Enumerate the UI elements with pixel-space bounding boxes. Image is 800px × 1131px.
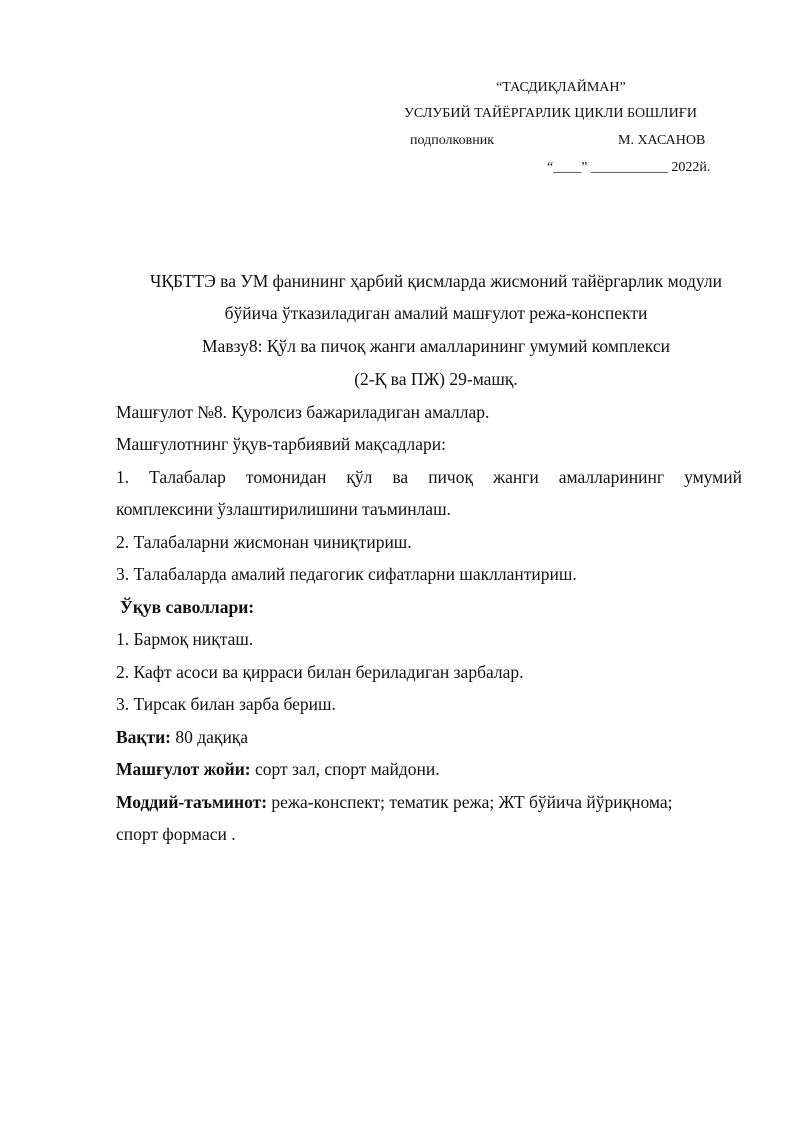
approval-block [0, 0, 800, 200]
time-value: 80 дақиқа [171, 727, 249, 747]
goal-2: 2. Талабаларни жисмонан чиниқтириш. [116, 532, 412, 552]
plan-exercise: (2-Қ ва ПЖ) 29-машқ. [354, 369, 518, 389]
goal-1-line-2: комплексини ўзлаштирилишини таъминлаш. [116, 499, 451, 519]
question-1: 1. Бармоқ ниқташ. [116, 629, 254, 649]
materials-line-2: спорт формаси . [116, 824, 236, 844]
approver-name: М. ХАСАНОВ [618, 133, 706, 148]
plan-topic: Мавзу8: Қўл ва пичоқ жанги амалларининг умумий комплекси [202, 336, 670, 356]
time-label: Вақти: [116, 727, 172, 747]
place-line [116, 759, 440, 780]
questions-heading: Ўқув саволлари: [120, 597, 255, 617]
place-label: Машғулот жойи: [116, 759, 251, 779]
goals-heading: Машғулотнинг ўқув-тарбиявий мақсадлари: [116, 434, 447, 454]
question-2: 2. Кафт асоси ва қирраси билан бериладиган зарбалар. [116, 662, 524, 682]
question-3: 3. Тирсак билан зарба бериш. [116, 694, 336, 714]
goal-3: 3. Талабаларда амалий педагогик сифатларни шакллантириш. [116, 564, 577, 584]
plan-title-line-2: бўйича ўтказиладиган амалий машғулот режа-конспекти [224, 303, 648, 323]
approver-rank: подполковник [410, 133, 494, 148]
approver-position: УСЛУБИЙ ТАЙЁРГАРЛИК ЦИКЛИ БОШЛИҒИ [404, 106, 697, 121]
materials-value: режа-конспект; тематик режа; ЖТ бўйича йўриқнома; [267, 792, 673, 812]
time-line [116, 727, 248, 748]
lesson-number: Машғулот №8. Қуролсиз бажариладиган амаллар. [116, 402, 490, 422]
goal-1-line-1: 1. Талабалар томонидан қўл ва пичоқ жанги амалларининг умумий [116, 467, 742, 487]
materials-label: Моддий-таъминот: [116, 792, 268, 812]
approval-date: “____” ___________ 2022й. [547, 160, 711, 175]
materials-line [116, 792, 672, 813]
place-value: сорт зал, спорт майдони. [250, 759, 440, 779]
approval-title: “ТАСДИҚЛАЙМАН” [496, 80, 626, 95]
plan-title-line-1: ЧҚБТТЭ ва УМ фанининг ҳарбий қисмларда жисмоний тайёргарлик модули [150, 271, 722, 291]
